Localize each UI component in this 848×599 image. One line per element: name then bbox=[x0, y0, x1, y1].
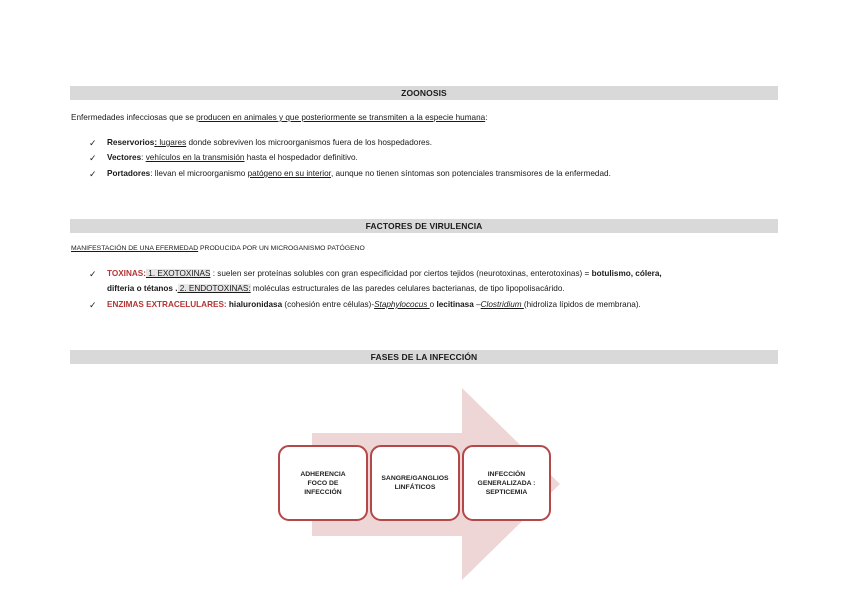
check-icon: ✓ bbox=[89, 138, 97, 148]
toxinas-line-1: TOXINAS: 1. EXOTOXINAS : suelen ser proteínas solubles con gran especificidad por ciertos tejidos (neurotoxinas, enterotoxinas) = botulismo, cólera, bbox=[107, 269, 662, 278]
phase-box-sangre: SANGRE/GANGLIOS LINFÁTICOS bbox=[370, 445, 460, 521]
list-item-reservorios: Reservorios: lugares donde sobreviven los microorganismos fuera de los hospedadores. bbox=[107, 138, 432, 147]
list-item-vectores: Vectores: vehículos en la transmisión hasta el hospedador definitivo. bbox=[107, 153, 358, 162]
section-header-fases: FASES DE LA INFECCIÓN bbox=[70, 350, 778, 364]
check-icon: ✓ bbox=[89, 169, 97, 179]
phase-box-adherencia: ADHERENCIA FOCO DE INFECCIÓN bbox=[278, 445, 368, 521]
list-item-portadores: Portadores: llevan el microorganismo patógeno en su interior, aunque no tienen síntomas son potenciales transmisores de la enfermedad. bbox=[107, 169, 611, 178]
toxinas-line-2: difteria o tétanos . 2. ENDOTOXINAS: moléculas estructurales de las paredes celulares bacterianas, de tipo lipopolisacárido. bbox=[107, 284, 565, 293]
check-icon: ✓ bbox=[89, 300, 97, 310]
section-header-zoonosis: ZOONOSIS bbox=[70, 86, 778, 100]
check-icon: ✓ bbox=[89, 269, 97, 279]
intro-underlined: producen en animales y que posteriormente se transmiten a la especie humana bbox=[196, 113, 486, 122]
check-icon: ✓ bbox=[89, 153, 97, 163]
enzimas-line: ENZIMAS EXTRACELULARES: hialuronidasa (cohesión entre células)-Staphylococus o lecitinasa –Clostridium (hidroliza lípidos de membrana). bbox=[107, 300, 641, 309]
phase-box-septicemia: INFECCIÓN GENERALIZADA : SEPTICEMIA bbox=[462, 445, 551, 521]
section-header-virulencia: FACTORES DE VIRULENCIA bbox=[70, 219, 778, 233]
manifestacion-line: MANIFESTACIÓN DE UNA EFERMEDAD PRODUCIDA POR UN MICROGANISMO PATÓGENO bbox=[71, 245, 365, 252]
intro-text: Enfermedades infecciosas que se bbox=[71, 113, 197, 122]
intro-end: : bbox=[485, 113, 488, 122]
